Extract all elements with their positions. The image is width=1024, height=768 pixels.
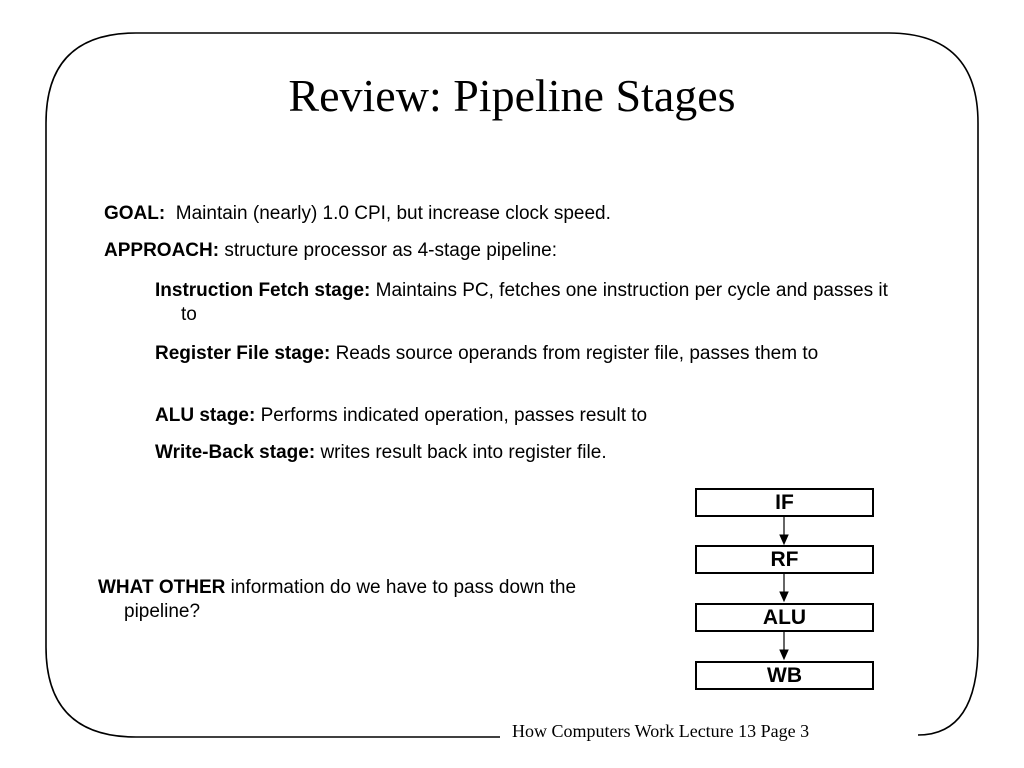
stage-label: ALU stage: [155, 405, 256, 426]
pipeline-stage-wb: WB [695, 661, 874, 690]
pipeline-stage-alu: ALU [695, 603, 874, 632]
page-footer: How Computers Work Lecture 13 Page 3 [512, 721, 810, 741]
approach-line [104, 239, 830, 263]
question-text [98, 576, 634, 624]
stage-text: Reads source operands from register file, passes them to [335, 343, 819, 364]
slide-title: Review: Pipeline Stages [288, 70, 736, 121]
approach-text: structure processor as 4-stage pipeline: [224, 240, 558, 261]
pipeline-stage-if: IF [695, 488, 874, 517]
stage-description-register-file [155, 342, 926, 366]
stage-description-fetch [155, 279, 896, 327]
stage-label: Instruction Fetch stage: [155, 280, 371, 301]
approach-label: APPROACH: [104, 240, 220, 261]
goal-text: Maintain (nearly) 1.0 CPI, but increase clock speed. [170, 203, 611, 224]
goal-label: GOAL: [104, 203, 166, 224]
stage-text: Maintains PC, fetches one instruction per cycle and passes it to [181, 280, 888, 325]
stage-label: Write-Back stage: [155, 442, 316, 463]
question-label: WHAT OTHER [98, 577, 226, 598]
pipeline-stage-rf: RF [695, 545, 874, 574]
stage-description-write-back [155, 441, 926, 465]
stage-text: writes result back into register file. [320, 442, 607, 463]
stage-description-alu [155, 404, 926, 428]
goal-line [104, 202, 830, 226]
question-body: information do we have to pass down the pipeline? [124, 577, 577, 622]
stage-label: Register File stage: [155, 343, 331, 364]
stage-text: Performs indicated operation, passes result to [260, 405, 648, 426]
pipeline-arrows [780, 517, 788, 659]
